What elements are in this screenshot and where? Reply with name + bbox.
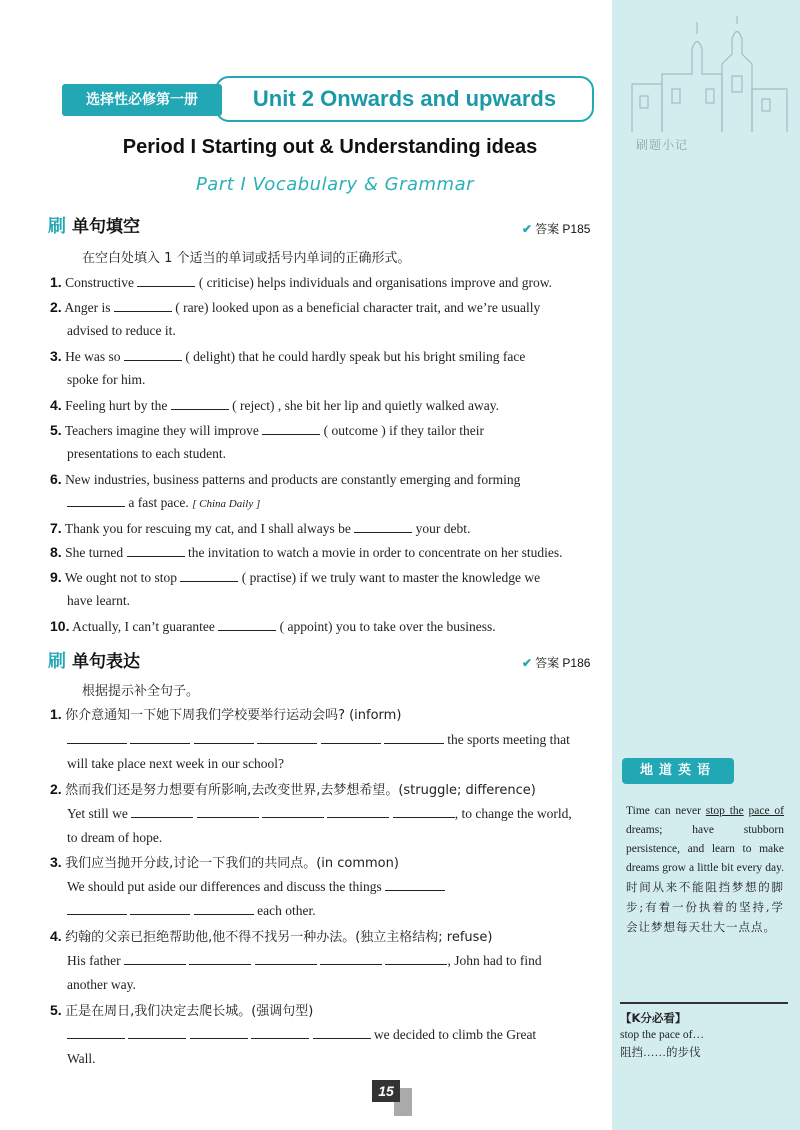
idiom-banner: 地道英语	[622, 758, 734, 784]
k-phrase: stop the pace of…	[620, 1029, 704, 1041]
answer-blank[interactable]	[124, 952, 186, 965]
instruction: 根据提示补全句子。	[82, 684, 200, 699]
item-2-cont: to dream of hope.	[67, 830, 163, 845]
k-must-see-box	[620, 1002, 788, 1062]
answer-blank[interactable]	[384, 731, 444, 744]
answer-blank[interactable]	[321, 731, 381, 744]
question-8: 8. She turned the invitation to watch a movie in order to concentrate on her studies.	[50, 544, 563, 560]
answer-blank[interactable]	[131, 805, 193, 818]
item-2-prompt: 2. 然而我们还是努力想要有所影响,去改变世界,去梦想希望。(struggle; difference)	[50, 781, 536, 798]
item-3-answer: We should put aside our differences and discuss the things	[67, 878, 445, 896]
answer-blank[interactable]	[127, 544, 185, 557]
item-4-prompt: 4. 约翰的父亲已拒绝帮助他,他不得不找另一种办法。(独立主格结构; refuse)	[50, 928, 493, 945]
answer-blank[interactable]	[130, 902, 190, 915]
answer-blank[interactable]	[130, 731, 190, 744]
answer-blank[interactable]	[180, 569, 238, 582]
answer-blank[interactable]	[251, 1026, 309, 1039]
answer-blank[interactable]	[194, 731, 254, 744]
question-7: 7. Thank you for rescuing my cat, and I shall always be your debt.	[50, 520, 471, 536]
item-4-answer: His father , John had to find	[67, 953, 542, 968]
page-number: 15	[372, 1080, 400, 1102]
answer-blank[interactable]	[190, 1026, 248, 1039]
brush-icon: 刷	[48, 216, 66, 237]
answer-blank[interactable]	[218, 618, 276, 631]
period-title: Period I Starting out & Understanding ideas	[122, 136, 538, 158]
answer-blank[interactable]	[67, 902, 127, 915]
answer-blank[interactable]	[197, 805, 259, 818]
section-title: 单句表达	[72, 652, 140, 672]
question-2: 2. Anger is ( rare) looked upon as a beneficial character trait, and we’re usually	[50, 299, 541, 315]
item-1-cont: will take place next week in our school?	[67, 756, 285, 771]
answer-blank[interactable]	[393, 805, 455, 818]
question-9-cont: have learnt.	[67, 593, 130, 608]
answer-blank[interactable]	[194, 902, 254, 915]
k-title: 【K分必看】	[620, 1011, 687, 1025]
answer-blank[interactable]	[67, 1026, 125, 1039]
question-4: 4. Feeling hurt by the ( reject) , she bit her lip and quietly walked away.	[50, 397, 499, 413]
answer-blank[interactable]	[262, 422, 320, 435]
section-title: 单句填空	[72, 217, 140, 237]
item-5-prompt: 5. 正是在周日,我们决定去爬长城。(强调句型)	[50, 1002, 314, 1019]
question-5-cont: presentations to each student.	[67, 446, 226, 461]
answer-blank[interactable]	[67, 494, 125, 507]
question-1: 1. Constructive ( criticise) helps individuals and organisations improve and grow.	[50, 274, 552, 290]
item-3-cont: each other.	[67, 902, 316, 920]
answer-blank[interactable]	[385, 878, 445, 891]
check-icon: ✔	[522, 222, 533, 236]
idiom-text: Time can never stop the pace of dreams; have stubborn persistence, and learn to make dreams grow a little bit every day. 时间从来不能阻挡梦想的脚步;有着一份执着的坚持,学会让梦想每天壮大一点点。	[626, 805, 784, 934]
answer-blank[interactable]	[67, 731, 127, 744]
section-heading-sentence-completion	[48, 647, 140, 671]
question-6-cont: a fast pace. [ China Daily ]	[67, 494, 260, 513]
idiom-translation: 时间从来不能阻挡梦想的脚步;有着一份执着的坚持,学会让梦想每天壮大一点点。	[626, 880, 784, 934]
answer-blank[interactable]	[320, 952, 382, 965]
item-2-answer: Yet still we , to change the world,	[67, 806, 572, 821]
item-4-cont: another way.	[67, 977, 136, 992]
answer-blank[interactable]	[354, 520, 412, 533]
answer-blank[interactable]	[189, 952, 251, 965]
question-10: 10. Actually, I can’t guarantee ( appoint) you to take over the business.	[50, 618, 496, 634]
question-3: 3. He was so ( delight) that he could hardly speak but his bright smiling face	[50, 348, 526, 364]
answer-blank[interactable]	[171, 397, 229, 410]
brush-icon: 刷	[48, 651, 66, 672]
question-3-cont: spoke for him.	[67, 372, 146, 387]
answer-blank[interactable]	[385, 952, 447, 965]
answer-blank[interactable]	[313, 1026, 371, 1039]
answer-reference: ✔ 答案 P185	[522, 222, 591, 236]
answer-blank[interactable]	[137, 274, 195, 287]
unit-title: Unit 2 Onwards and upwards	[215, 76, 594, 122]
answer-reference: ✔ 答案 P186	[522, 656, 591, 670]
answer-blank[interactable]	[327, 805, 389, 818]
answer-blank[interactable]	[128, 1026, 186, 1039]
answer-blank[interactable]	[262, 805, 324, 818]
answer-blank[interactable]	[257, 731, 317, 744]
question-5: 5. Teachers imagine they will improve ( outcome ) if they tailor their	[50, 422, 485, 438]
question-6: 6. New industries, business patterns and products are constantly emerging and forming	[50, 471, 521, 487]
check-icon: ✔	[522, 656, 533, 670]
sidebar-notes-panel	[612, 0, 800, 1130]
answer-blank[interactable]	[255, 952, 317, 965]
item-1-answer: the sports meeting that	[67, 731, 570, 749]
item-1-prompt: 1. 你介意通知一下她下周我们学校要举行运动会吗? (inform)	[50, 706, 402, 723]
answer-blank[interactable]	[114, 299, 172, 312]
book-tag: 选择性必修第一册	[62, 84, 222, 116]
castle-illustration	[622, 14, 792, 134]
answer-blank[interactable]	[124, 348, 182, 361]
notes-label: 刷题小记	[636, 138, 689, 152]
question-9: 9. We ought not to stop ( practise) if we truly want to master the knowledge we	[50, 569, 541, 585]
section-heading-fill-blank	[48, 212, 140, 236]
item-5-cont: Wall.	[67, 1051, 96, 1066]
k-phrase-translation: 阻挡……的步伐	[620, 1047, 701, 1059]
question-2-cont: advised to reduce it.	[67, 323, 176, 338]
instruction: 在空白处填入 1 个适当的单词或括号内单词的正确形式。	[82, 251, 411, 266]
item-3-prompt: 3. 我们应当抛开分歧,讨论一下我们的共同点。(in common)	[50, 854, 399, 871]
part-title: Part I Vocabulary & Grammar	[195, 174, 475, 195]
item-5-answer: we decided to climb the Great	[67, 1026, 536, 1044]
